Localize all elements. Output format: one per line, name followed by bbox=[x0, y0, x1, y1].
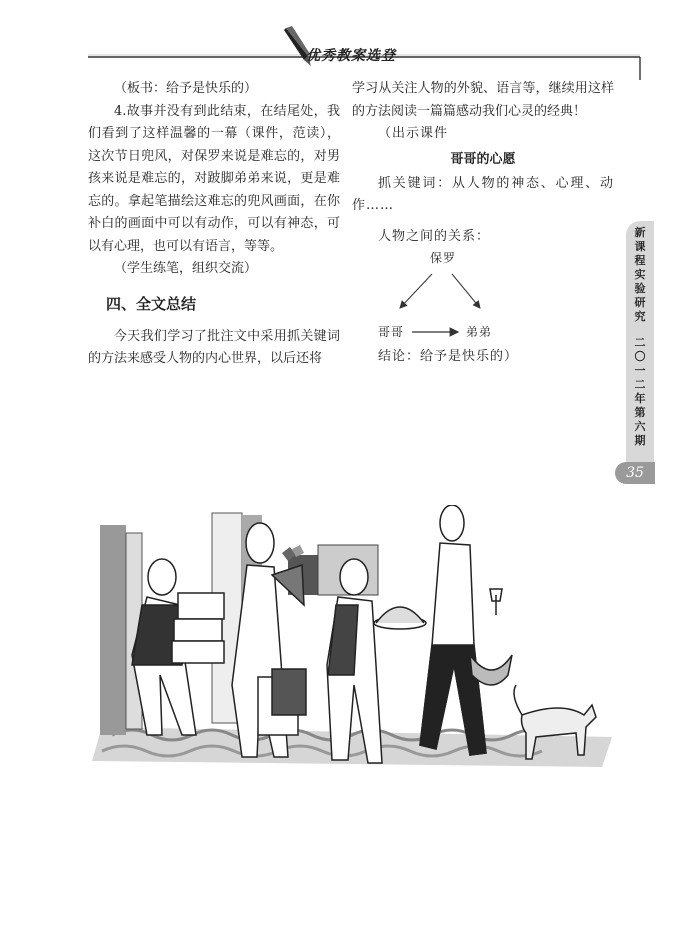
diagram-node-brother: 哥哥 bbox=[378, 325, 405, 339]
paragraph: （学生练笔，组织交流） bbox=[114, 261, 258, 276]
paragraph: 学习从关注人物的外貌、语言等，继续用这样的方法阅读一篇篇感动我们心灵的经典！ bbox=[352, 81, 614, 119]
paragraph: 4.故事并没有到此结束，在结尾处，我们看到了这样温馨的一幕（课件，范读），这次节日兜风，对保罗来说是难忘的，对男孩来说是难忘的，对跛脚弟弟来说，更是难忘的。拿起笔描绘这难忘的兜风画面，在你补白的画面中可以有动作，可以有神态，可以有心理，也可以有语言，等等。 bbox=[88, 103, 340, 254]
header-title: 优秀教案选登 bbox=[306, 48, 396, 64]
paragraph: 今天我们学习了批注文中采用抓关键词的方法来感受人物的内心世界，以后还将 bbox=[88, 328, 340, 366]
relation-diagram bbox=[352, 248, 614, 344]
header-decoration bbox=[0, 0, 680, 80]
page-header bbox=[0, 0, 680, 80]
issue-label: 二〇一二年第六期 bbox=[634, 336, 646, 447]
figure-tall-man bbox=[420, 505, 512, 755]
left-column bbox=[88, 78, 340, 371]
illustration bbox=[92, 505, 612, 795]
diagram-node-younger-brother: 弟弟 bbox=[466, 325, 493, 339]
conclusion-text: 结论：给予是快乐的） bbox=[378, 349, 519, 364]
figure-man-boxes bbox=[132, 559, 224, 735]
journal-name: 新课程实验研究 bbox=[634, 226, 646, 323]
section-heading: 四、全文总结 bbox=[106, 294, 197, 313]
courseware-title: 哥哥的心愿 bbox=[450, 151, 516, 167]
courseware-note: （出示课件 bbox=[378, 126, 449, 141]
diagram-node-paul: 保罗 bbox=[430, 251, 457, 265]
paragraph: （板书：给予是快乐的） bbox=[114, 81, 258, 96]
keywords-text: 抓关键词：从人物的神态、心理、动作…… bbox=[352, 175, 614, 213]
right-column bbox=[352, 78, 614, 369]
page-number: 35 bbox=[615, 462, 655, 484]
relation-label: 人物之间的关系： bbox=[378, 228, 491, 244]
